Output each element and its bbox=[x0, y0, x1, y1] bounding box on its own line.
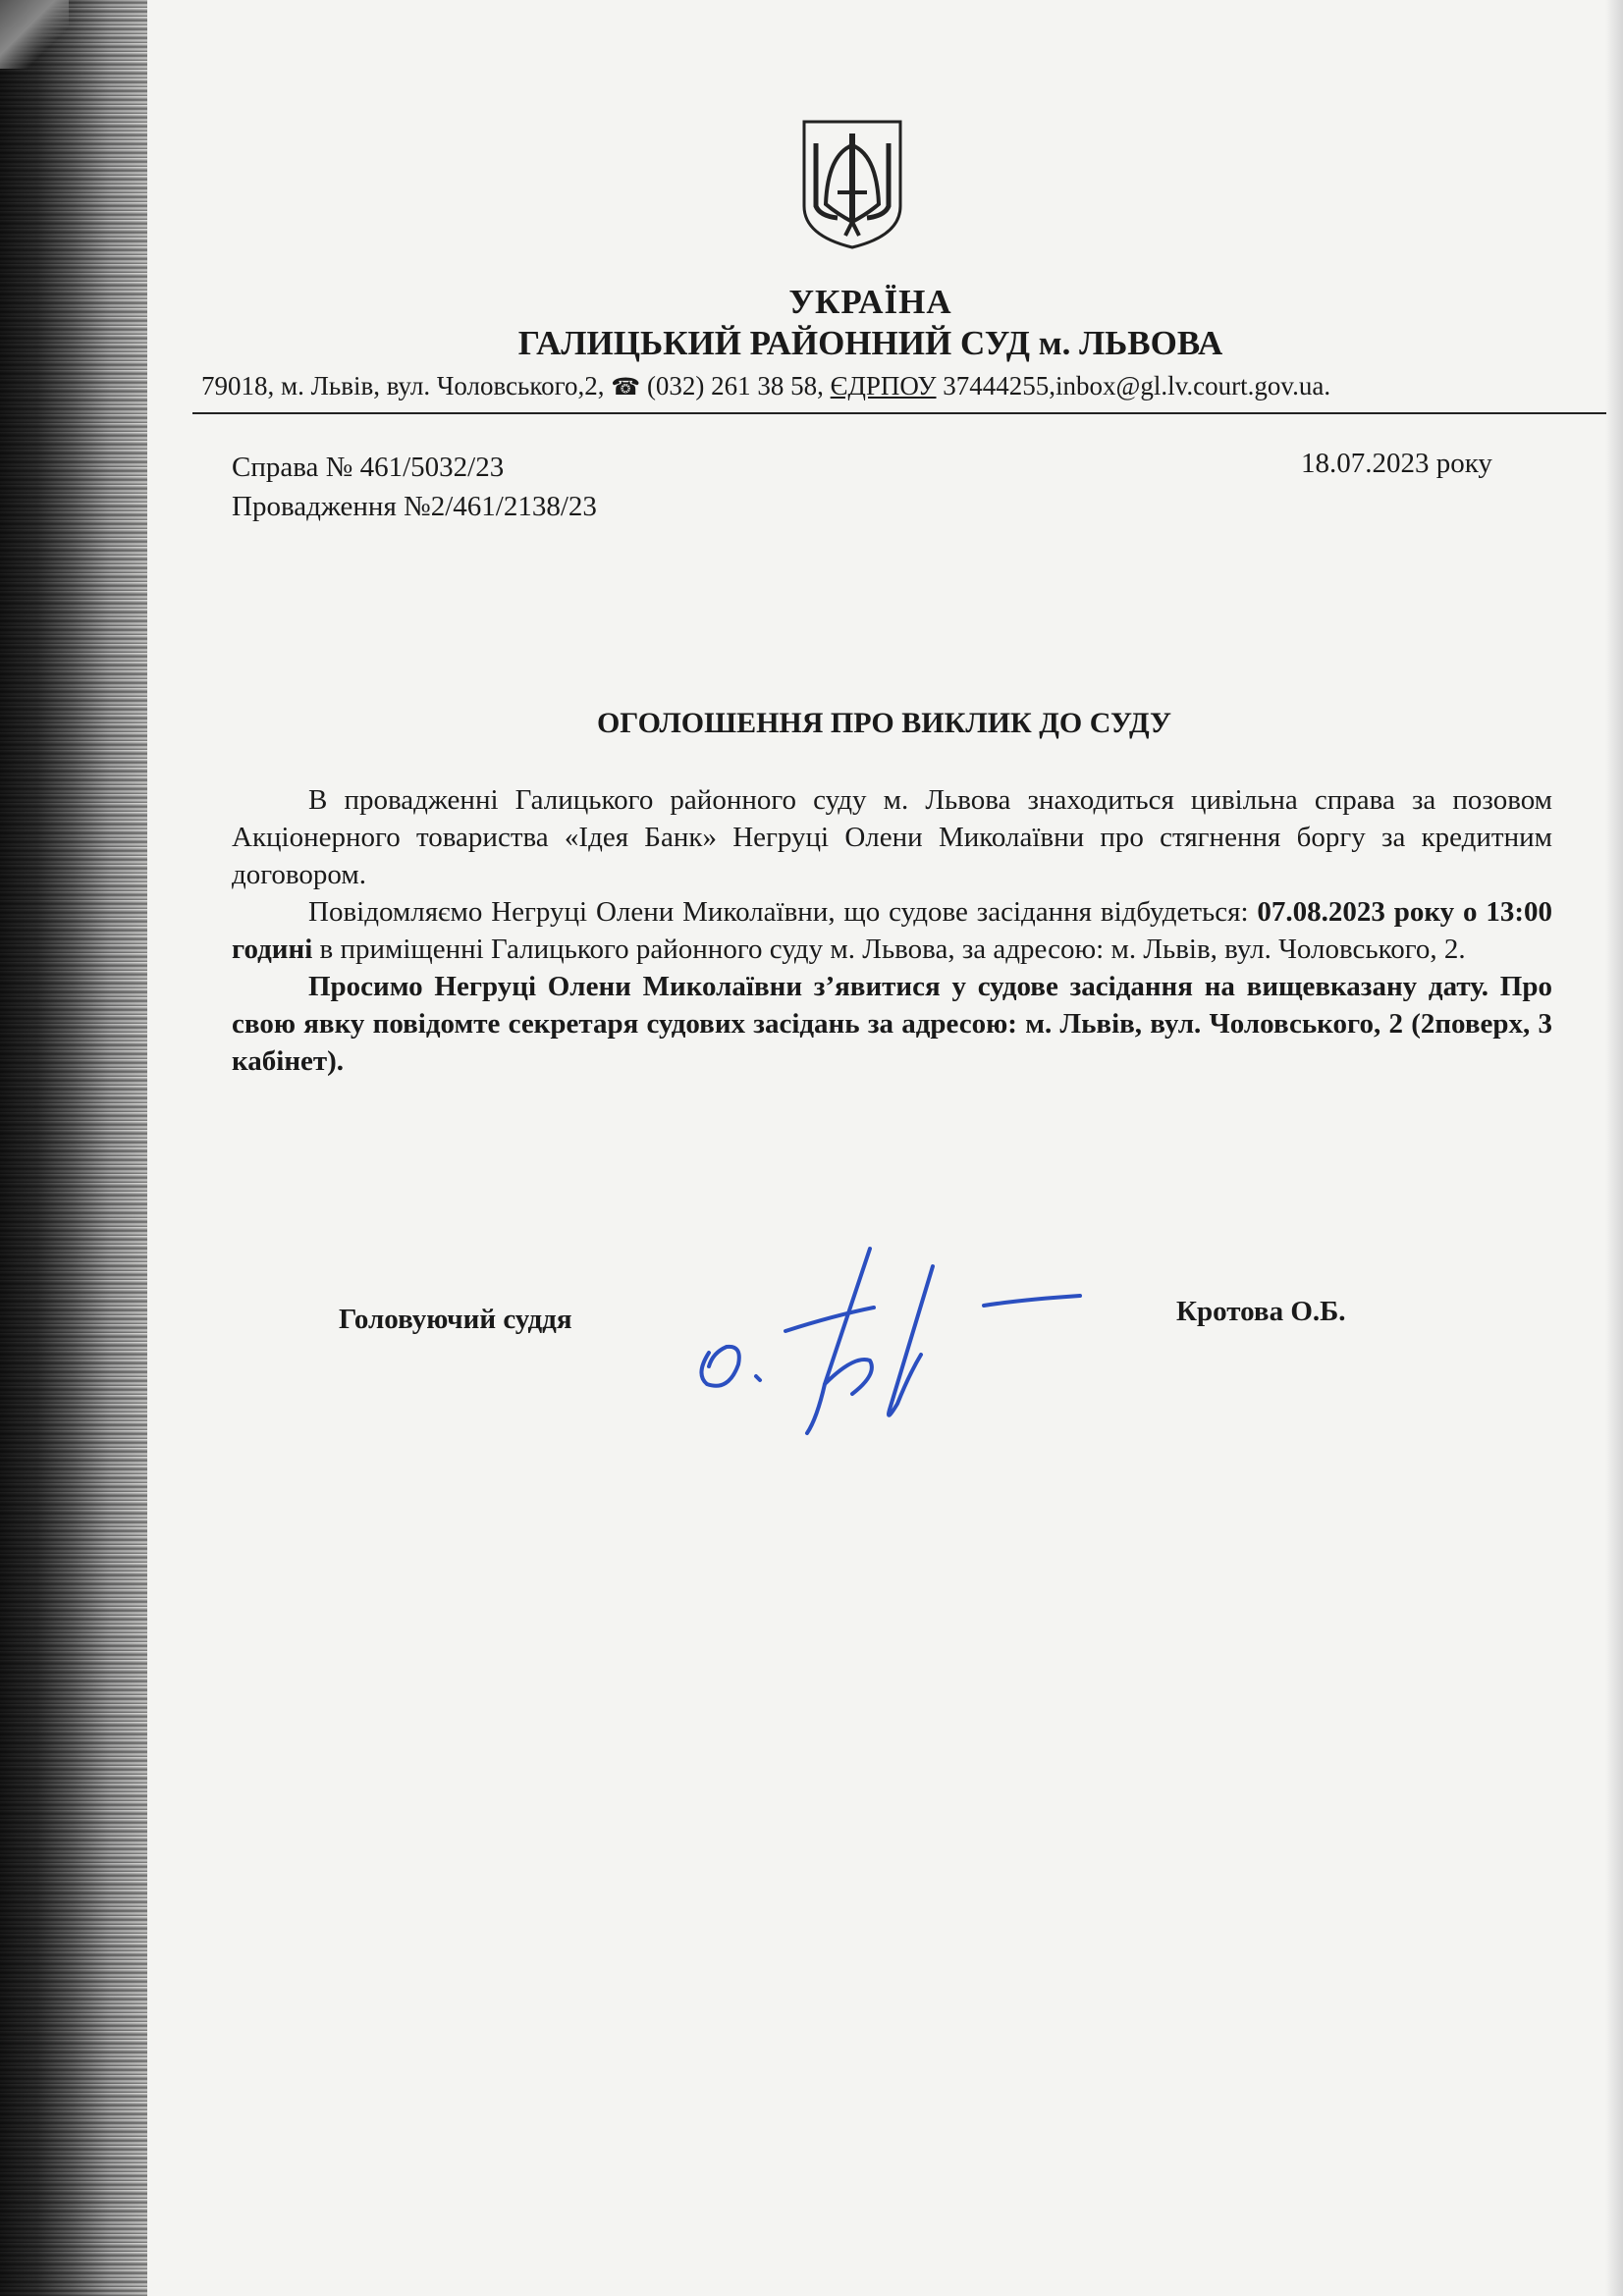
folded-corner bbox=[0, 0, 69, 69]
proceeding-number: Провадження №2/461/2138/23 bbox=[232, 491, 597, 522]
paragraph-2 bbox=[232, 893, 1552, 968]
header-court-name: ГАЛИЦЬКИЙ РАЙОННИЙ СУД м. ЛЬВОВА bbox=[517, 324, 1223, 362]
notice-title: ОГОЛОШЕННЯ ПРО ВИКЛИК ДО СУДУ bbox=[596, 707, 1172, 739]
header-country: УКРАЇНА bbox=[788, 283, 952, 321]
phone-number: (032) 261 38 58, bbox=[646, 371, 824, 400]
header-address bbox=[201, 371, 1330, 401]
edrpou-label: ЄДРПОУ bbox=[830, 371, 937, 400]
coat-of-arms-icon bbox=[798, 116, 906, 253]
document-date: 18.07.2023 року bbox=[1301, 448, 1492, 479]
case-number: Справа № 461/5032/23 bbox=[232, 452, 505, 483]
paragraph-3-text: Просимо Негруці Олени Миколаївни з’явитися у судове засідання на вищевказану дату. Про свою явку повідомте секретаря судових засідань за адресою: м. Львів, вул. Чоловського, 2 (2поверх, 3 кабінет). bbox=[232, 971, 1552, 1077]
paragraph-2-start: Повідомляємо Негруці Олени Миколаївни, що судове засідання відбудеться: bbox=[308, 896, 1258, 928]
edrpou-email: 37444255,inbox@gl.lv.court.gov.ua. bbox=[943, 371, 1331, 400]
hearing-datetime: 07.08.2023 року о 13:00 годині bbox=[232, 896, 1553, 965]
header-divider bbox=[192, 412, 1606, 414]
paragraph-3 bbox=[232, 968, 1552, 1080]
address-text: 79018, м. Львів, вул. Чоловського,2, bbox=[201, 371, 605, 400]
paragraph-2-end: в приміщенні Галицького районного суду м. Львова, за адресою: м. Львів, вул. Чоловського, 2. bbox=[312, 934, 1466, 965]
handwritten-signature bbox=[687, 1237, 1119, 1443]
notice-body bbox=[232, 781, 1552, 1080]
judge-role: Головуючий суддя bbox=[339, 1304, 572, 1335]
judge-name: Кротова О.Б. bbox=[1176, 1296, 1346, 1327]
paragraph-1: В провадженні Галицького районного суду м. Львова знаходиться цивільна справа за позовом Акціонерного товариства «Ідея Банк» Негруці Олени Миколаївни про стягнення боргу за кредитним договором. bbox=[232, 784, 1552, 890]
phone-icon: ☎ bbox=[611, 375, 641, 400]
